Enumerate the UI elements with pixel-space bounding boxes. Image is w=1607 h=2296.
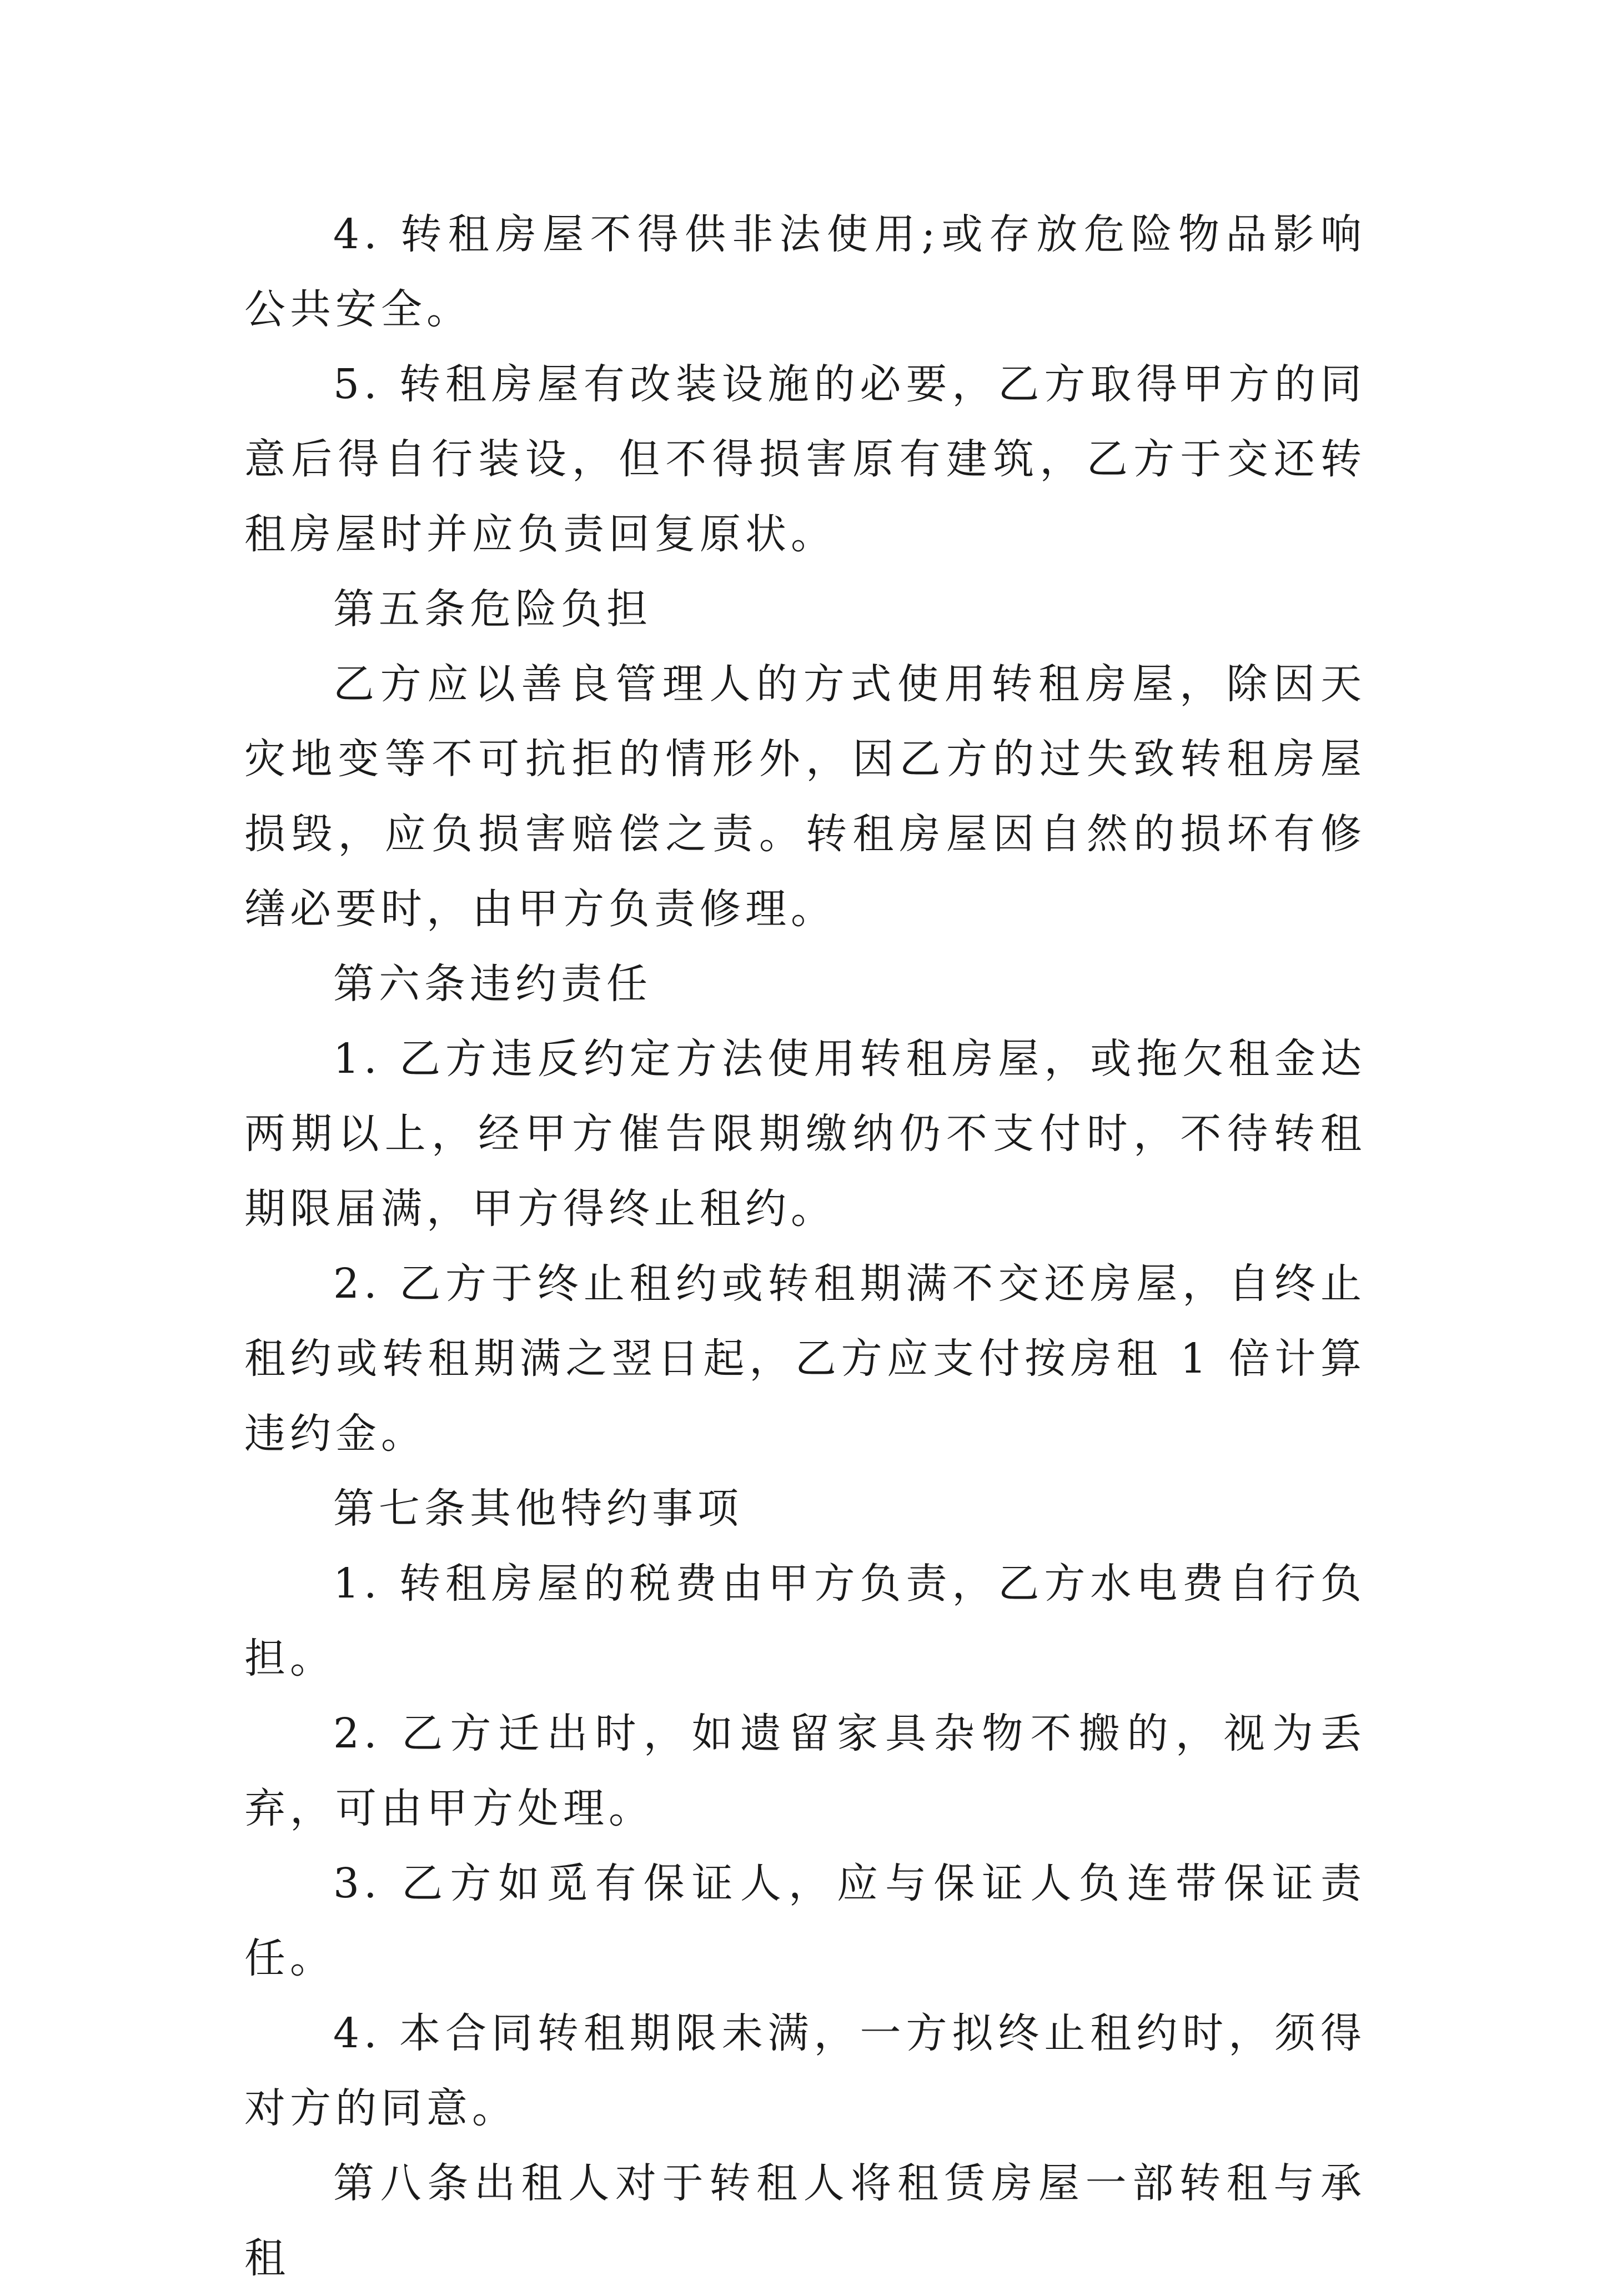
article-7-item-3: 3. 乙方如觅有保证人，应与保证人负连带保证责任。 — [244, 1860, 1366, 1982]
clause-4-paragraph: 4. 转租房屋不得供非法使用;或存放危险物品影响公共安全。 — [244, 210, 1366, 333]
article-7-item-1: 1. 转租房屋的税费由甲方负责，乙方水电费自行负担。 — [244, 1560, 1366, 1682]
article-7-item-4: 4. 本合同转租期限未满，一方拟终止租约时，须得对方的同意。 — [244, 2009, 1366, 2132]
article-6-item-2: 2. 乙方于终止租约或转租期满不交还房屋，自终止租约或转租期满之翌日起，乙方应支付按房租 1 倍计算违约金。 — [244, 1260, 1366, 1458]
article-6-item-1: 1. 乙方违反约定方法使用转租房屋，或拖欠租金达两期以上，经甲方催告限期缴纳仍不支付时，不待转租期限届满，甲方得终止租约。 — [244, 1035, 1366, 1233]
article-5-heading: 第五条危险负担 — [333, 585, 652, 633]
article-6-heading: 第六条违约责任 — [333, 960, 652, 1008]
article-8-paragraph: 第八条出租人对于转租人将租赁房屋一部转租与承租 — [244, 2159, 1366, 2282]
article-5-body: 乙方应以善良管理人的方式使用转租房屋，除因天灾地变等不可抗拒的情形外，因乙方的过失致转租房屋损毁，应负损害赔偿之责。转租房屋因自然的损坏有修缮必要时，由甲方负责修理。 — [244, 660, 1366, 933]
clause-5-paragraph: 5. 转租房屋有改装设施的必要，乙方取得甲方的同意后得自行装设，但不得损害原有建筑，乙方于交还转租房屋时并应负责回复原状。 — [244, 360, 1366, 558]
article-7-heading: 第七条其他特约事项 — [333, 1485, 743, 1533]
document-body — [244, 197, 1366, 2296]
article-7-item-2: 2. 乙方迁出时，如遗留家具杂物不搬的，视为丢弃，可由甲方处理。 — [244, 1710, 1366, 1832]
